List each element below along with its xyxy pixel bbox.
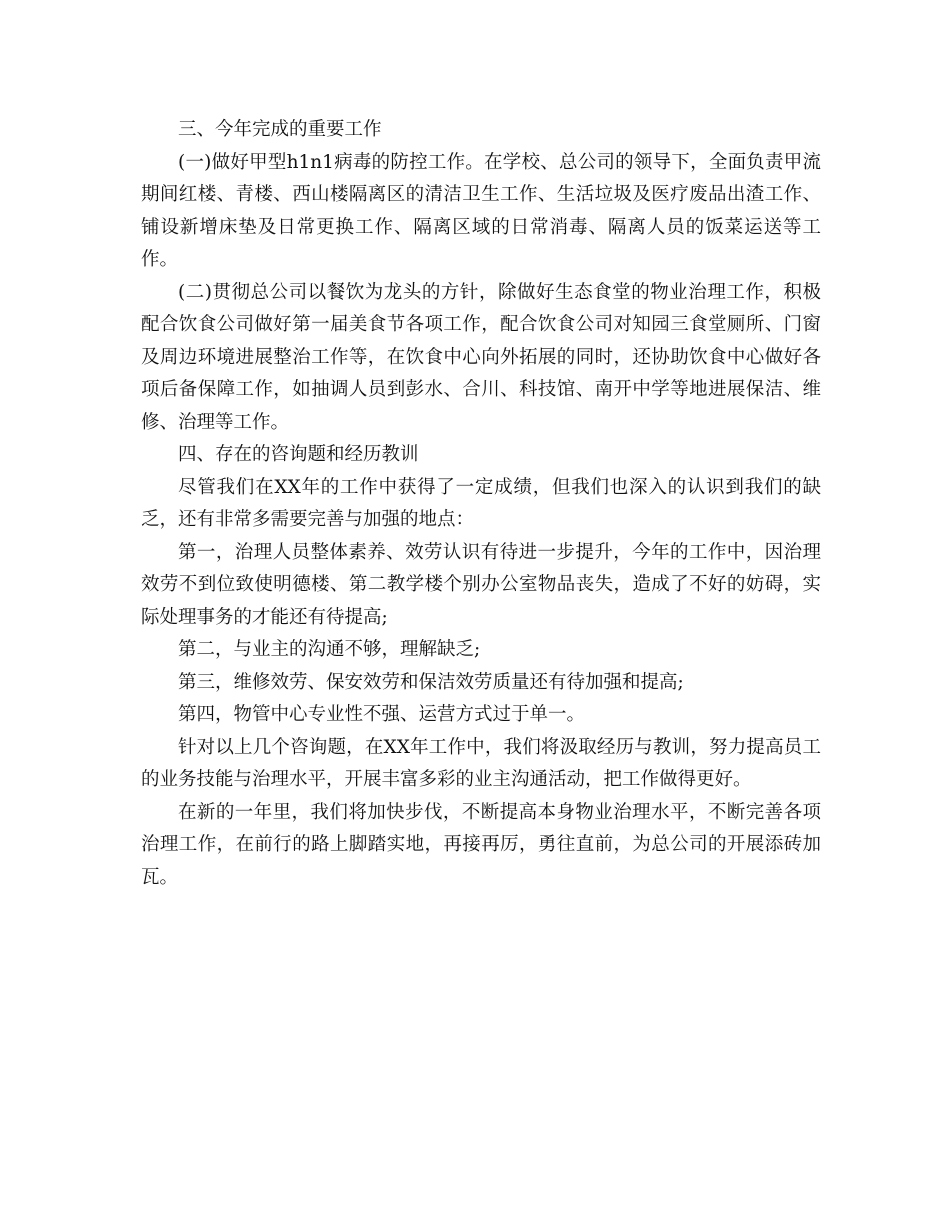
paragraph-flu-prevention: (一)做好甲型h1n1病毒的防控工作。在学校、总公司的领导下，全面负责甲流期间红楼、青楼、西山楼隔离区的清洁卫生工作、生活垃圾及医疗废品出渣工作、铺设新增床垫及日常更换工作、隔离区域的日常消毒、隔离人员的饭菜运送等工作。 — [141, 151, 821, 270]
paragraph-issue-4: 第四，物管中心专业性不强、运营方式过于单一。 — [178, 704, 586, 725]
paragraph-issue-3: 第三，维修效劳、保安效劳和保洁效劳质量还有待加强和提高; — [178, 671, 684, 693]
paragraph-closing: 在新的一年里，我们将加快步伐，不断提高本身物业治理水平，不断完善各项治理工作，在前行的路上脚踏实地，再接再厉，勇往直前，为总公司的开展添砖加瓦。 — [141, 801, 821, 888]
paragraph-issue-1: 第一，治理人员整体素养、效劳认识有待进一步提升，今年的工作中，因治理效劳不到位致使明德楼、第二教学楼个别办公室物品丧失，造成了不好的妨碍，实际处理事务的才能还有待提高; — [141, 541, 821, 628]
section-heading-4: 四、存在的咨询题和经历教训 — [178, 444, 419, 465]
paragraph-improvement-plan: 针对以上几个咨询题，在XX年工作中，我们将汲取经历与教训，努力提高员工的业务技能与治理水平，开展丰富多彩的业主沟通活动，把工作做得更好。 — [141, 736, 821, 790]
paragraph-shortcomings-intro: 尽管我们在XX年的工作中获得了一定成绩，但我们也深入的认识到我们的缺乏，还有非常多需要完善与加强的地点： — [141, 476, 821, 530]
document-body — [141, 114, 821, 894]
section-heading-3: 三、今年完成的重要工作 — [178, 119, 382, 140]
paragraph-issue-2: 第二，与业主的沟通不够，理解缺乏; — [178, 639, 481, 660]
paragraph-catering-support: (二)贯彻总公司以餐饮为龙头的方针，除做好生态食堂的物业治理工作，积极配合饮食公司做好第一届美食节各项工作，配合饮食公司对知园三食堂厕所、门窗及周边环境进展整治工作等，在饮食中心向外拓展的同时，还协助饮食中心做好各项后备保障工作，如抽调人员到彭水、合川、科技馆、南开中学等地进展保洁、维修、治理等工作。 — [141, 281, 821, 433]
